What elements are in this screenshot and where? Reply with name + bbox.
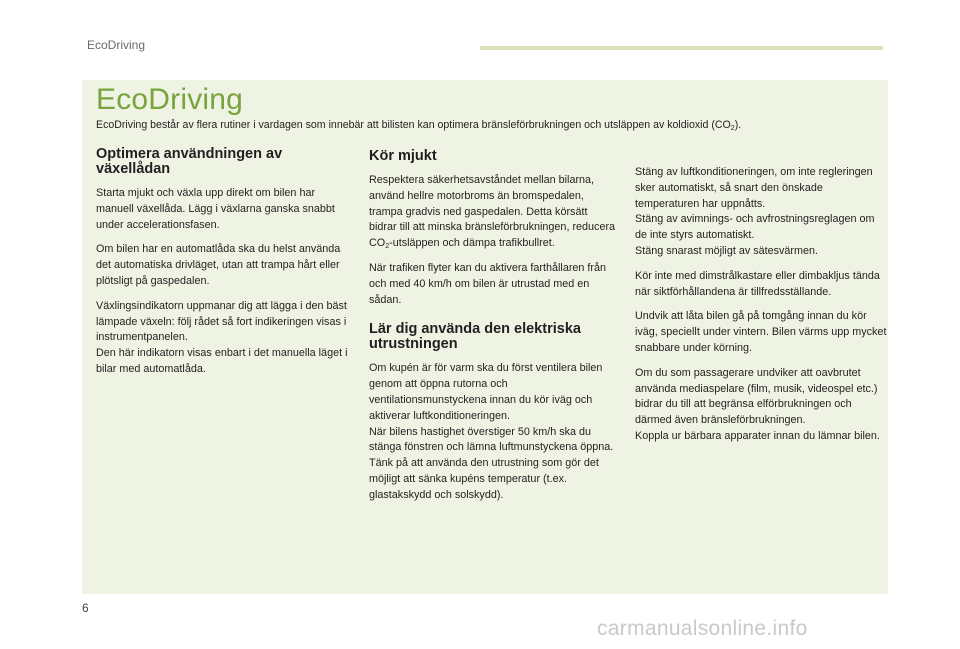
running-header: EcoDriving: [87, 38, 146, 52]
paragraph-line: Om du som passagerare undviker att oavbrutet använda mediaspelare (film, musik, videospel etc.) bidrar du till att begränsa elförbrukningen och därmed även bränsleförbrukningen.: [635, 366, 878, 427]
paragraph-line: Koppla ur bärbara apparater innan du lämnar bilen.: [635, 429, 880, 442]
paragraph-line: Tänk på att använda den utrustning som gör det möjligt att sänka kupéns temperatur (t.ex. glastakskydd och solskydd).: [369, 457, 599, 501]
paragraph: [96, 299, 354, 378]
watermark: carmanualsonline.info: [597, 617, 808, 640]
intro-paragraph: [96, 118, 876, 132]
paragraph: [635, 165, 887, 260]
paragraph-line: Stäng snarast möjligt av sätesvärmen.: [635, 244, 819, 257]
section-heading-drive-smoothly: Kör mjukt: [369, 148, 437, 164]
paragraph-text: -utsläppen och dämpa trafikbullret.: [389, 237, 555, 250]
paragraph-text: Respektera säkerhetsavståndet mellan bilarna, använd hellre motorbroms än bromspedalen, trampa gradvis ned gaspedalen. Detta körsätt bidrar till att minska bränsleförbrukningen, reducera CO: [369, 174, 616, 250]
paragraph-line: Stäng av avimnings- och avfrostningsreglagen om de inte styrs automatiskt.: [635, 213, 875, 242]
paragraph-line: När bilens hastighet överstiger 50 km/h ska du stänga fönstren och lämna luftmunstyckena öppna.: [369, 425, 614, 454]
section-heading-gearbox: Optimera användningen av växellådan: [96, 146, 283, 177]
paragraph-line: Stäng av luftkonditioneringen, om inte regleringen sker automatiskt, så snart den önskade temperaturen har uppnåtts.: [635, 166, 873, 210]
column-right: [635, 165, 887, 454]
paragraph: När trafiken flyter kan du aktivera farthållaren från och med 40 km/h om bilen är utrustad med en sådan.: [369, 261, 607, 306]
paragraph-line: Om kupén är för varm ska du först ventilera bilen genom att öppna rutorna och ventilationsmunstyckena innan du kör iväg och aktiverar luftkonditioneringen.: [369, 362, 603, 422]
paragraph: [369, 173, 617, 252]
paragraph: [369, 361, 617, 503]
column-left: [96, 147, 354, 387]
intro-end: ).: [734, 119, 742, 131]
paragraph: Undvik att låta bilen gå på tomgång innan du kör iväg, speciellt under vintern. Bilen värms upp mycket snabbare under körning.: [635, 310, 887, 354]
header-rule: [480, 46, 883, 50]
column-middle: [369, 149, 617, 513]
co2-subscript: 2: [385, 243, 390, 251]
paragraph: Kör inte med dimstrålkastare eller dimbakljus tända när siktförhållandena är tillfredsställande.: [635, 269, 880, 298]
paragraph-line: Den här indikatorn visas enbart i det manuella läget i bilar med automatlåda.: [96, 347, 348, 375]
intro-subscript: 2: [730, 125, 735, 132]
intro-text: EcoDriving består av flera rutiner i vardagen som innebär att bilisten kan optimera bränsleförbrukningen och utsläppen av koldioxid (CO: [96, 119, 731, 131]
paragraph: Om bilen har en automatlåda ska du helst använda det automatiska drivläget, utan att trampa hårt eller plötsligt på gaspedalen.: [96, 243, 341, 287]
section-heading-electrical: Lär dig använda den elektriska utrustningen: [369, 321, 581, 353]
paragraph: Starta mjukt och växla upp direkt om bilen har manuell växellåda. Lägg i växlarna ganska snabbt under accelerationsfasen.: [96, 187, 335, 231]
paragraph: [635, 366, 887, 445]
page-number: 6: [82, 601, 89, 615]
page-title: EcoDriving: [96, 83, 244, 116]
paragraph-line: Växlingsindikatorn uppmanar dig att lägga i den bäst lämpade växeln: följ rådet så fort indikeringen visas i instrumentpanelen.: [96, 299, 347, 344]
